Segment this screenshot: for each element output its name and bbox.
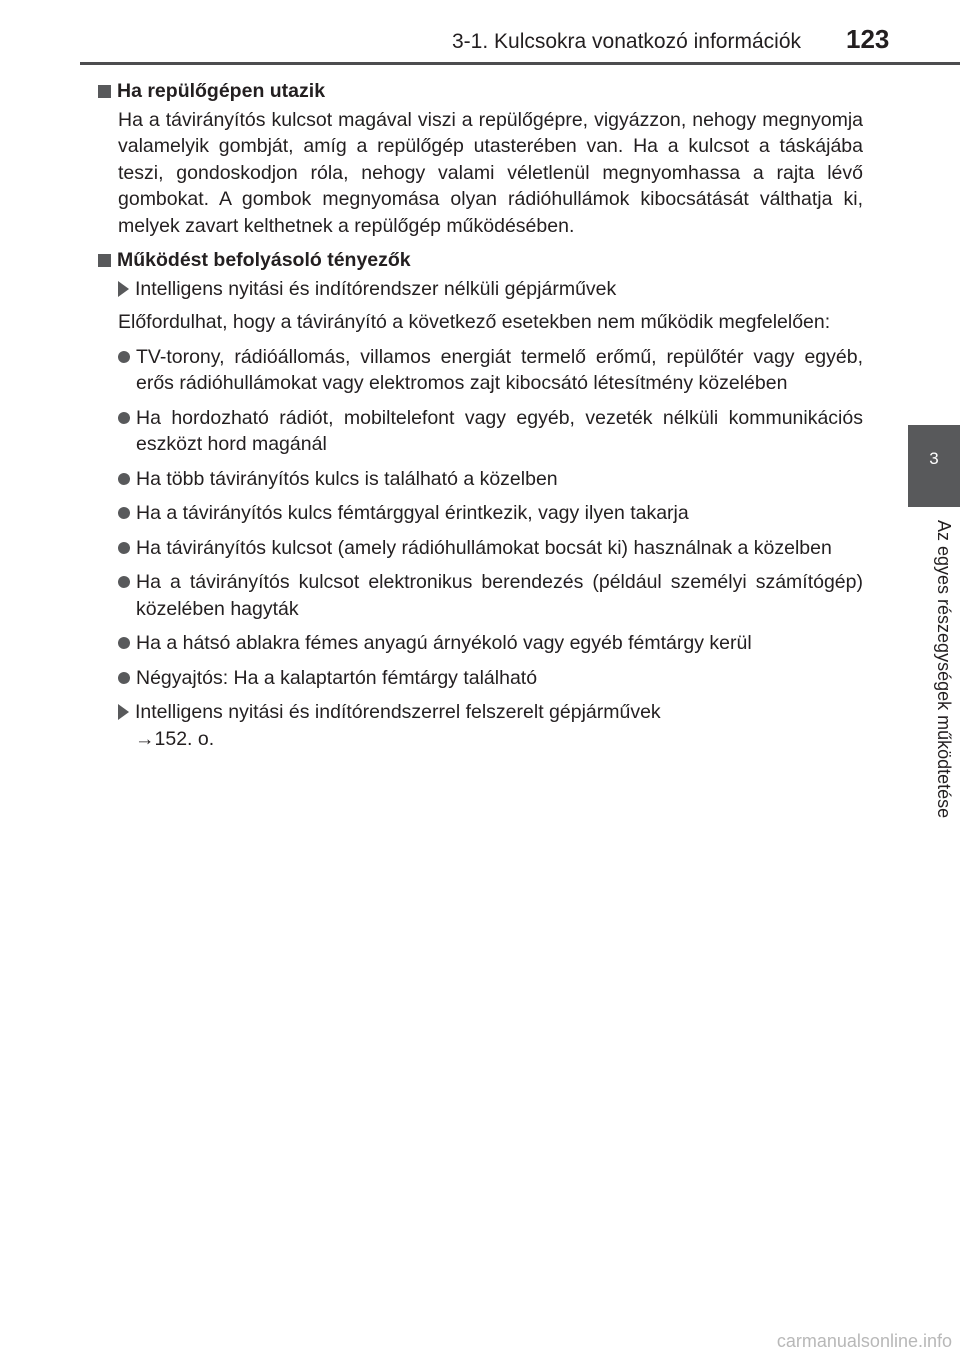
round-bullet-icon: [118, 351, 130, 363]
list-item: [118, 535, 863, 562]
list-item-text: Ha a távirányítós kulcs fémtárggyal érintkezik, vagy ilyen takarja: [136, 502, 689, 524]
list-item-text: Ha hordozható rádiót, mobiltelefont vagy egyéb, vezeték nélküli kommunikációs eszközt hord magánál: [136, 406, 863, 455]
round-bullet-icon: [118, 637, 130, 649]
paragraph: Előfordulhat, hogy a távirányító a következő esetekben nem működik megfelelően:: [118, 311, 831, 333]
list-item: [118, 665, 863, 692]
paragraph: Ha a távirányítós kulcsot magával viszi a repülőgépre, vigyázzon, nehogy megnyomja valamelyik gombját, amíg a repülőgép utasterében van. Ha a kulcsot a táskájába teszi, gondoskodjon róla, nehogy valami véletlenül megnyomhassa a rajta lévő gombokat. A gombok megnyomása olyan rádióhullámok kibocsátását válthatja ki, melyek zavart kelthetnek a repülőgép működésében.: [118, 108, 863, 237]
list-item-text: TV-torony, rádióállomás, villamos energiát termelő erőmű, repülőtér vagy egyéb, erős rádióhullámokat vagy elektromos zajt kibocsátó létesítmény közelében: [136, 345, 863, 394]
round-bullet-icon: [118, 542, 130, 554]
round-bullet-icon: [118, 672, 130, 684]
main-content: [98, 78, 863, 759]
list-item: [118, 466, 863, 493]
chapter-tab[interactable]: [908, 425, 960, 507]
header-rule: [80, 62, 960, 65]
round-bullet-icon: [118, 507, 130, 519]
subheading-text: Intelligens nyitási és indítórendszer nélküli gépjárművek: [135, 277, 617, 300]
square-bullet-icon: [98, 254, 111, 267]
list-item: [118, 630, 863, 657]
list-item: [118, 569, 863, 622]
section-title: 3-1. Kulcsokra vonatkozó információk: [452, 30, 801, 53]
round-bullet-icon: [118, 576, 130, 588]
subheading: [118, 276, 863, 303]
page-reference-link[interactable]: →152. o.: [135, 727, 215, 750]
round-bullet-icon: [118, 412, 130, 424]
section-heading: [98, 247, 863, 274]
chapter-number: 3: [929, 449, 939, 468]
subheading: [118, 699, 863, 752]
list-item-text: Ha több távirányítós kulcs is található a közelben: [136, 467, 558, 490]
list-item: [118, 500, 863, 527]
round-bullet-icon: [118, 473, 130, 485]
list-item-text: Négyajtós: Ha a kalaptartón fémtárgy található: [136, 666, 538, 689]
page-number: 123: [846, 24, 890, 54]
page-header: [0, 0, 960, 64]
triangle-arrow-icon: [118, 281, 129, 297]
list-item-text: Ha a távirányítós kulcsot elektronikus berendezés (például személyi számítógép) közelében hagyták: [136, 571, 863, 620]
list-item: [118, 405, 863, 458]
list-item: [118, 344, 863, 397]
list-item-text: Ha távirányítós kulcsot (amely rádióhullámokat bocsát ki) használnak a közelben: [136, 536, 832, 559]
subheading-block: [135, 699, 863, 752]
section-heading: [98, 78, 863, 105]
list-item-text: Ha a hátsó ablakra fémes anyagú árnyékoló vagy egyéb fémtárgy kerül: [136, 632, 752, 654]
chapter-title: Az egyes részegységek működtetése: [934, 520, 954, 819]
square-bullet-icon: [98, 85, 111, 98]
section-heading-text: Ha repülőgépen utazik: [117, 80, 326, 102]
section-heading-text: Működést befolyásoló tényezők: [117, 249, 411, 271]
subheading-text: Intelligens nyitási és indítórendszerrel felszerelt gépjárművek: [135, 701, 661, 723]
triangle-arrow-icon: [118, 704, 129, 720]
watermark: carmanualsonline.info: [776, 1331, 952, 1351]
